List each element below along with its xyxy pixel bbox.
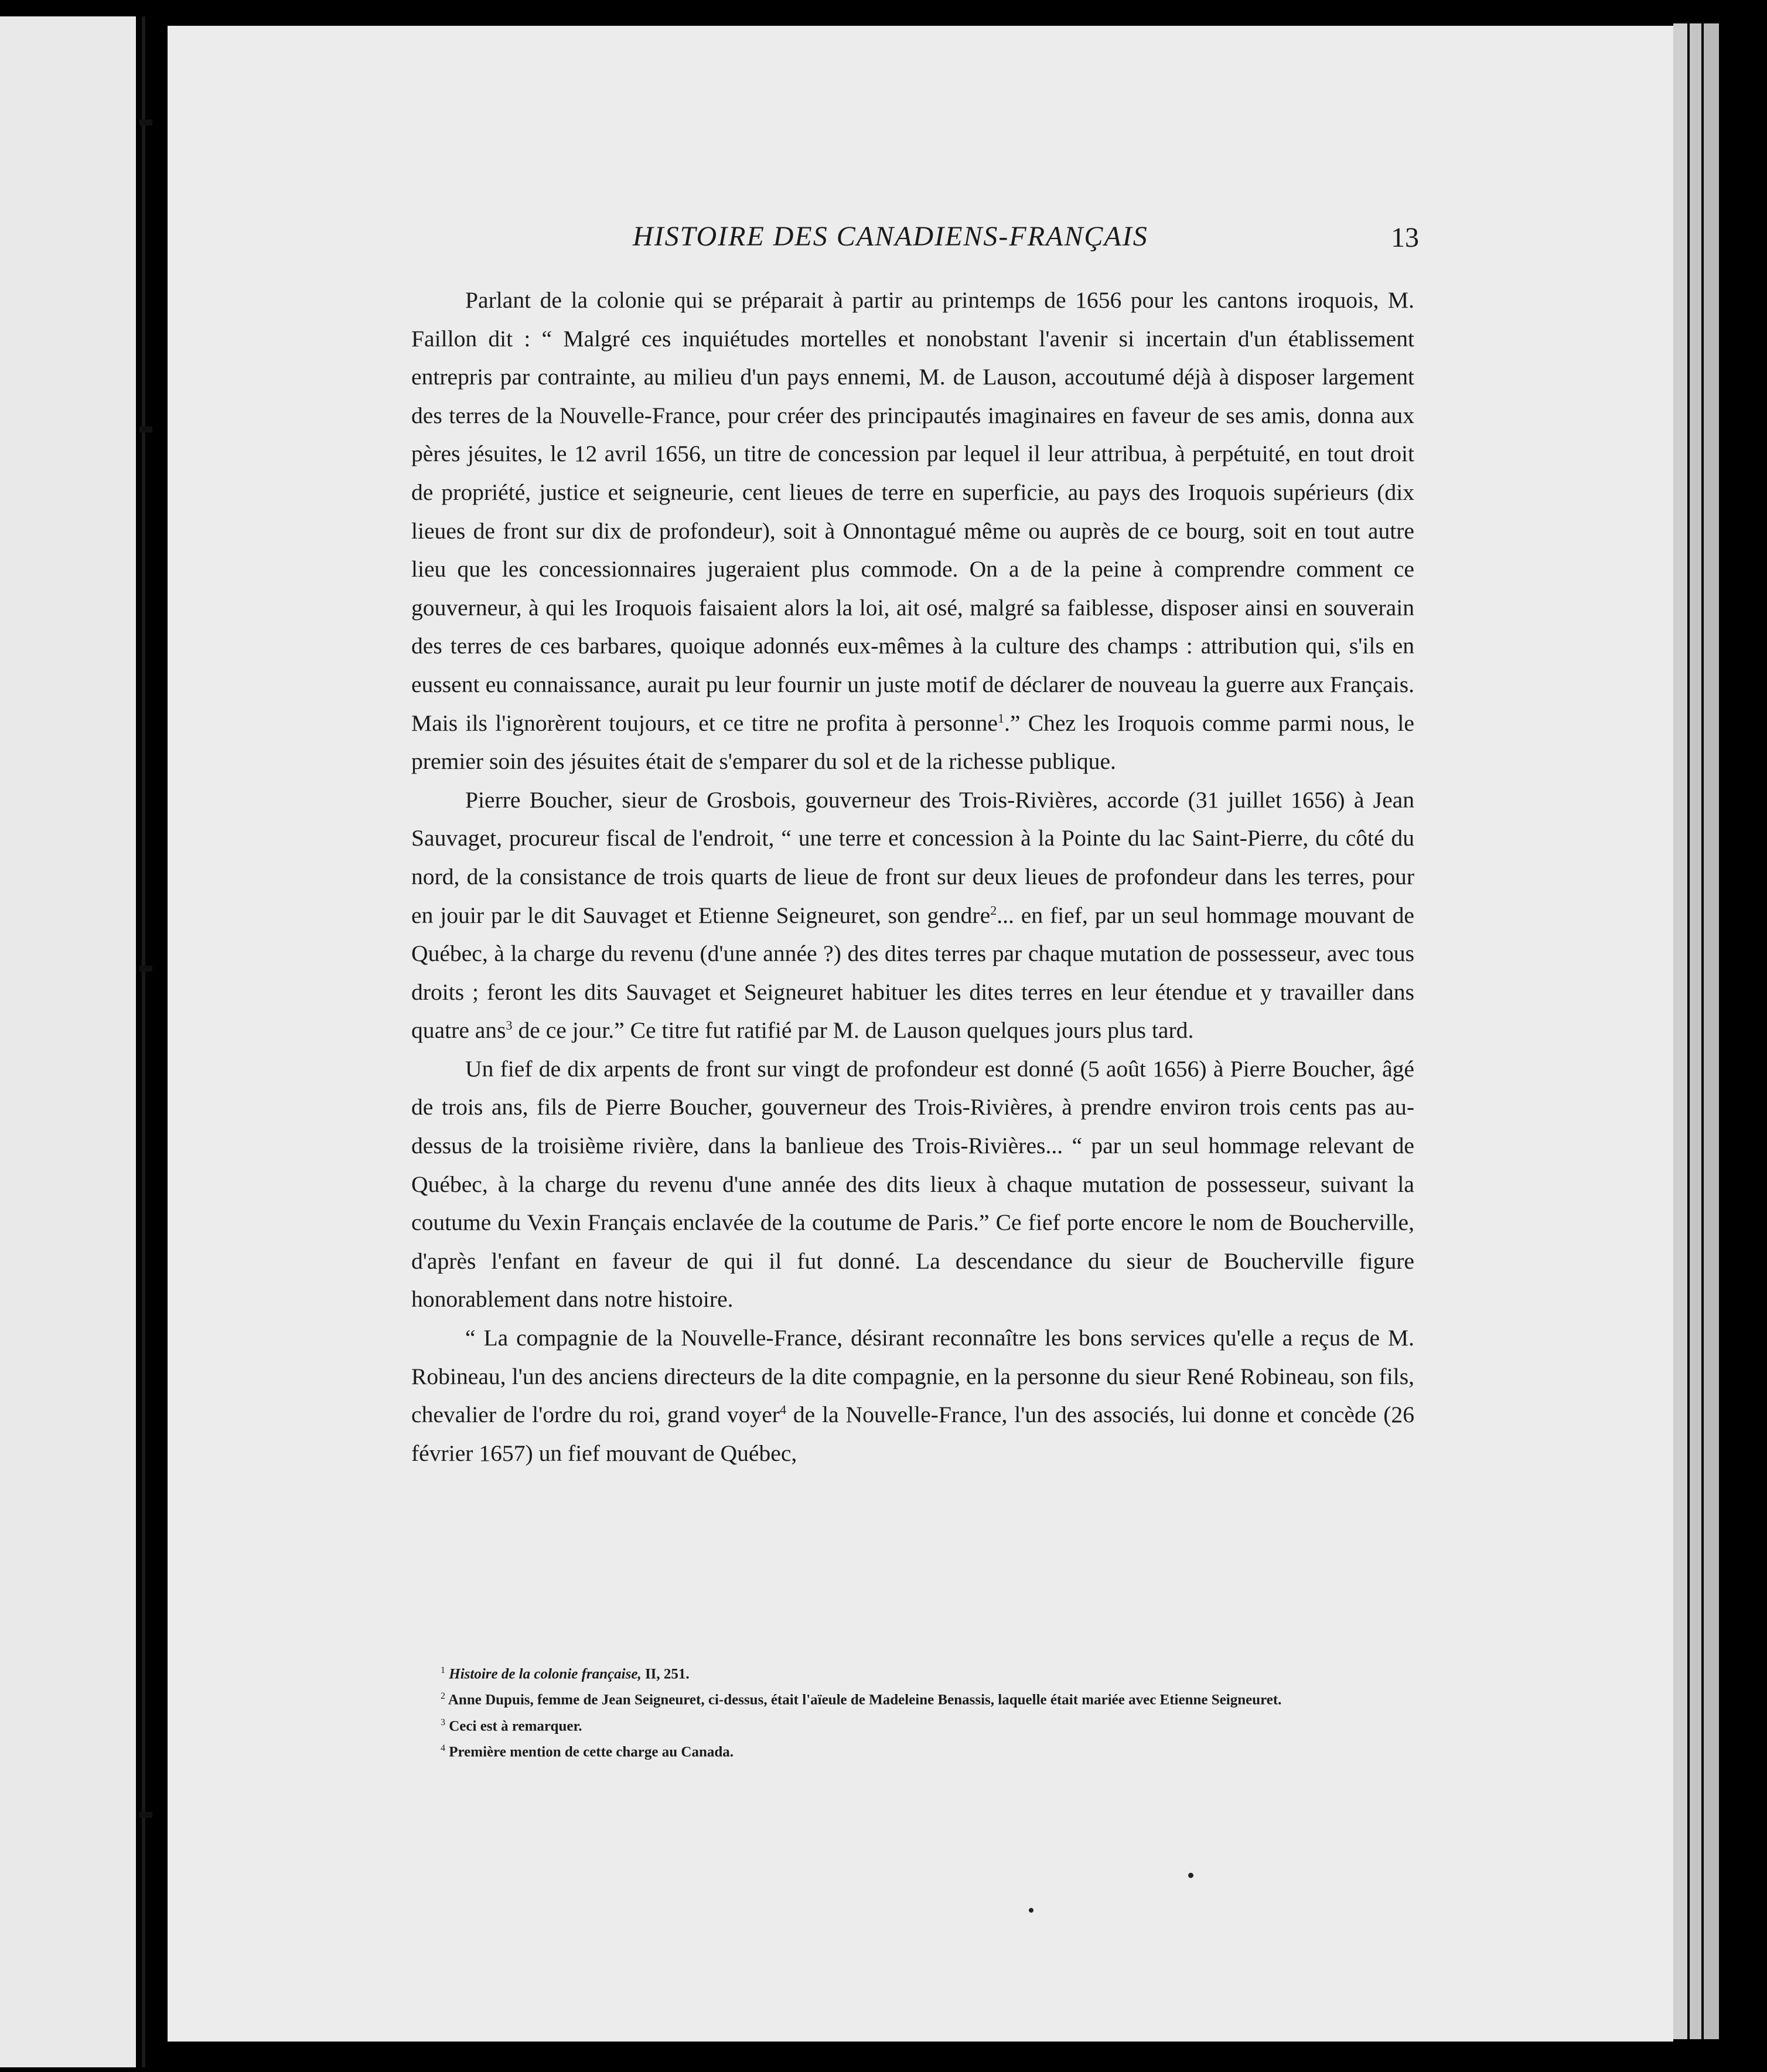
binding-mark [139,120,152,125]
footnote-ref: 3 [506,1018,513,1033]
book-binding-line [142,16,145,2067]
page-edge [1690,23,1701,2039]
footnote: $^2$ Anne Dupuis, femme de Jean Seigneuret, ci-dessus, était l'aïeule de Madeleine Benassis, laquelle était mariée avec Etienne Seigneuret. [441,1691,1282,1708]
binding-mark [139,427,152,432]
footnotes [411,1659,1414,1763]
footnote-ref: 4 [779,1402,786,1417]
paragraph: Pierre Boucher, sieur de Grosbois, gouverneur des Trois-Rivières, accorde (31 juillet 1656) à Jean Sauvaget, procureur fiscal de l'endroit, “ une terre et concession à la Pointe du lac Saint-Pierre, du côté du nord, de la consistance de trois quarts de lieue de front sur deux lieues de profondeur dans les terres, pour en jouir par le dit Sauvaget et Etienne Seigneuret, son gendre$^2$... en fief, par un seul hommage mouvant de Québec, à la charge du revenu (d'une année ?) des dites terres par chaque mutation de possesseur, avec tous droits ; feront les dits Sauvaget et Seigneuret habituer les dites terres en leur étendue et y travailler dans quatre ans$^3$ de ce jour.” Ce titre fut ratifié par M. de Lauson quelques jours plus tard. [411,786,1414,1044]
paragraph: “ La compagnie de la Nouvelle-France, désirant reconnaître les bons services qu'elle a reçus de M. Robineau, l'un des anciens directeurs de la dite compagnie, en la personne du sieur René Robineau, son fils, chevalier de l'ordre du roi, grand voyer$^4$ de la Nouvelle-France, l'un des associés, lui donne et concède (26 février 1657) un fief mouvant de Québec, [411,1325,1414,1466]
scan-speck [1188,1873,1193,1878]
left-blank-page [0,16,136,2067]
page-edge [1673,23,1687,2039]
paragraph: Parlant de la colonie qui se préparait à partir au printemps de 1656 pour les cantons iroquois, M. Faillon dit : “ Malgré ces inquiétudes mortelles et nonobstant l'avenir si incertain d'un établissement entrepris par contrainte, au milieu d'un pays ennemi, M. de Lauson, accoutumé déjà à disposer largement des terres de la Nouvelle-France, pour créer des principautés imaginaires en faveur de ses amis, donna aux pères jésuites, le 12 avril 1656, un titre de concession par lequel il leur attribua, à perpétuité, en tout droit de propriété, justice et seigneurie, cent lieues de terre en superficie, au pays des Iroquois supérieurs (dix lieues de front sur dix de profondeur), soit à Onnontagué même ou auprès de ce bourg, soit en tout autre lieu que les concessionnaires jugeraient plus commode. On a de la peine à comprendre comment ce gouverneur, à qui les Iroquois faisaient alors la loi, ait osé, malgré sa faiblesse, disposer ainsi en souverain des terres de ces barbares, quoique adonnés eux-mêmes à la culture des champs : attribution qui, s'ils en eussent eu connaissance, aurait pu leur fournir un juste motif de déclarer de nouveau la guerre aux Français. Mais ils l'ignorèrent toujours, et ce titre ne profita à personne$^1$.” Chez les Iroquois comme parmi nous, le premier soin des jésuites était de s'emparer du sol et de la richesse publique. [411,287,1414,775]
footnote: $^3$ Ceci est à remarquer. [441,1717,582,1734]
binding-mark [139,966,152,972]
footnote-ref: 2 [990,902,997,918]
page-edge [1704,23,1719,2039]
footnote: $^1$ Histoire de la colonie française, II, 251. [441,1665,690,1682]
body-text [411,281,1414,1473]
footnote: $^4$ Première mention de cette charge au Canada. [441,1743,734,1760]
page-number: 13 [1391,222,1419,253]
footnote-ref: 1 [997,710,1004,725]
scan-speck [1029,1908,1033,1913]
running-title: HISTOIRE DES CANADIENS-FRANÇAIS [633,221,1148,252]
binding-mark [139,1812,152,1818]
paragraph: Un fief de dix arpents de front sur vingt de profondeur est donné (5 août 1656) à Pierre Boucher, âgé de trois ans, fils de Pierre Boucher, gouverneur des Trois-Rivières, à prendre environ trois cents pas au-dessus de la troisième rivière, dans la banlieue des Trois-Rivières... “ par un seul hommage relevant de Québec, à la charge du revenu d'une année des dits lieux à chaque mutation de possesseur, suivant la coutume du Vexin Français enclavée de la coutume de Paris.” Ce fief porte encore le nom de Boucherville, d'après l'enfant en faveur de qui il fut donné. La descendance du sieur de Boucherville figure honorablement dans notre histoire. [411,1055,1414,1313]
